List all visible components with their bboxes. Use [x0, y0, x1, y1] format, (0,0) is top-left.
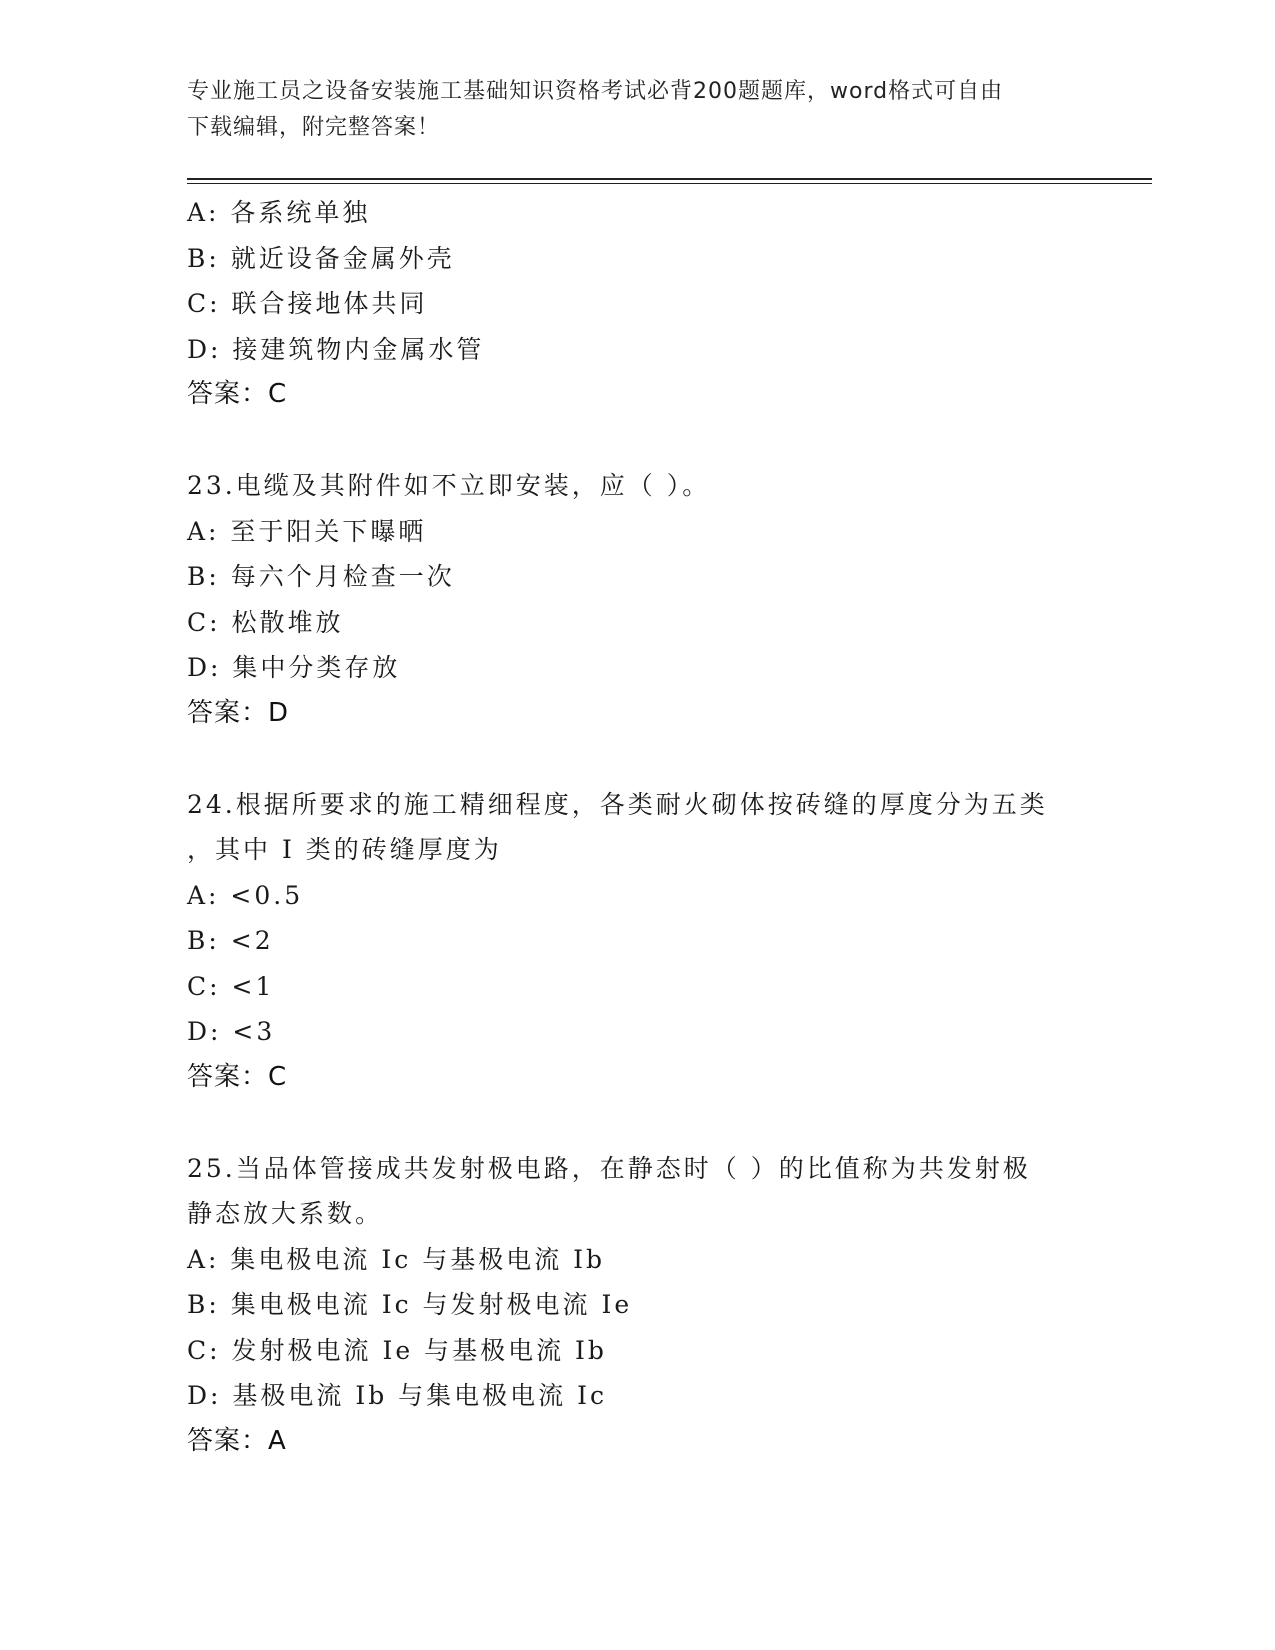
option-b: B: 集电极电流 Ic 与发射极电流 Ie — [187, 1290, 633, 1319]
spacer — [187, 1100, 1087, 1146]
question-text: 23.电缆及其附件如不立即安装，应（ ）。 — [187, 471, 711, 500]
question-block-24 — [187, 782, 1087, 1101]
option-c: C: 发射极电流 Ie 与基极电流 Ib — [187, 1335, 607, 1365]
question-list — [187, 190, 1087, 1464]
option-a: A: 至于阳关下曝晒 — [187, 516, 427, 546]
option-d: D: 基极电流 Ib 与集电极电流 Ic — [187, 1381, 608, 1410]
option-d: D: <3 — [187, 1017, 276, 1046]
header-divider-thin — [187, 183, 1152, 184]
option-a: A: 集电极电流 Ic 与基极电流 Ib — [187, 1244, 606, 1274]
option-b: B: 就近设备金属外壳 — [187, 243, 455, 273]
question-block-25 — [187, 1146, 1087, 1465]
answer-label: 答案：A — [187, 1425, 287, 1456]
question-block-23 — [187, 463, 1087, 736]
question-text-line-1: 25.当品体管接成共发射极电路，在静态时（ ）的比值称为共发射极 — [187, 1153, 1031, 1183]
option-a: A: <0.5 — [187, 880, 304, 910]
question-block-22 — [187, 190, 1087, 418]
option-b: B: 每六个月检查一次 — [187, 562, 455, 591]
document-header — [187, 74, 1067, 146]
header-line-2: 下载编辑，附完整答案！ — [187, 115, 441, 140]
header-divider-thick — [187, 178, 1152, 180]
answer-label: 答案：D — [187, 697, 290, 728]
option-a: A: 各系统单独 — [187, 198, 371, 227]
question-text-line-2: ，其中 I 类的砖缝厚度为 — [187, 835, 502, 864]
option-c: C: 松散堆放 — [187, 607, 344, 637]
header-line-1: 专业施工员之设备安装施工基础知识资格考试必背200题题库，word格式可自由 — [187, 79, 1004, 104]
question-text-line-2: 静态放大系数。 — [187, 1199, 384, 1228]
option-d: D: 集中分类存放 — [187, 653, 401, 682]
option-b: B: <2 — [187, 926, 274, 955]
spacer — [187, 736, 1087, 782]
option-c: C: 联合接地体共同 — [187, 289, 428, 318]
answer-label: 答案：C — [187, 379, 288, 409]
option-c: C: <1 — [187, 971, 275, 1001]
answer-label: 答案：C — [187, 1061, 288, 1092]
spacer — [187, 418, 1087, 464]
question-text-line-1: 24.根据所要求的施工精细程度，各类耐火砌体按砖缝的厚度分为五类 — [187, 789, 1048, 819]
option-d: D: 接建筑物内金属水管 — [187, 334, 485, 364]
